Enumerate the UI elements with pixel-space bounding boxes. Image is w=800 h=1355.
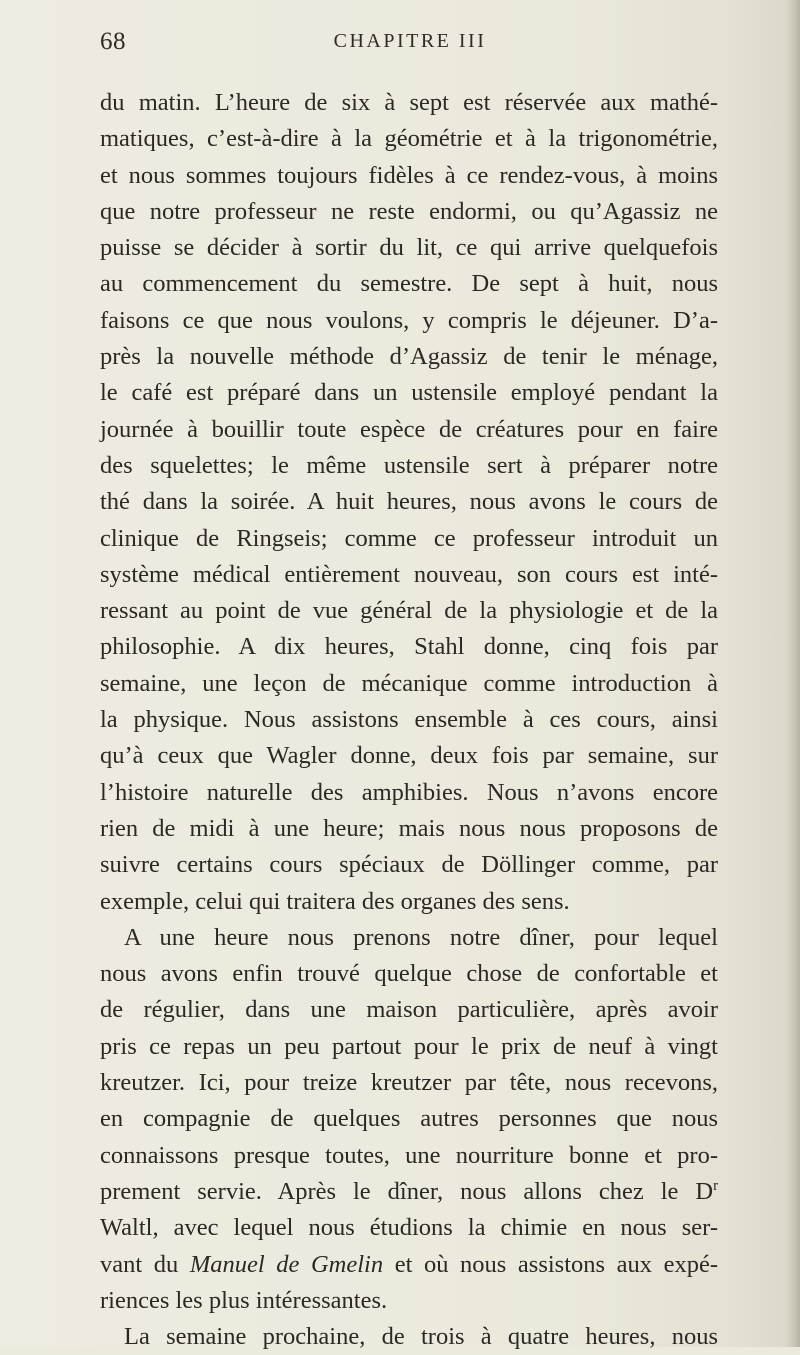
- text-line: matiques, c’est-à-dire à la géométrie et à la trigonométrie,: [100, 125, 718, 153]
- text-line: thé dans la soirée. A huit heures, nous avons le cours de: [100, 488, 718, 516]
- text-line: au commencement du semestre. De sept à huit, nous: [100, 270, 718, 298]
- text-line: nous avons enfin trouvé quelque chose de confortable et: [100, 960, 718, 988]
- text-line-with-title: [100, 1247, 718, 1283]
- line-text: et où nous assistons aux expé-: [383, 1250, 719, 1278]
- superscript: r: [713, 1177, 718, 1194]
- text-line: pris ce repas un peu partout pour le prix de neuf à vingt: [100, 1032, 718, 1060]
- line-text: vant du: [100, 1250, 190, 1278]
- book-title: Manuel de Gmelin: [189, 1250, 384, 1278]
- text-line: clinique de Ringseis; comme ce professeur introduit un: [100, 524, 718, 552]
- text-line-with-superscript: [100, 1174, 718, 1210]
- text-line: et nous sommes toujours fidèles à ce rendez-vous, à moins: [100, 161, 718, 189]
- text-line: semaine, une leçon de mécanique comme introduction à: [100, 669, 718, 697]
- text-line: la physique. Nous assistons ensemble à ces cours, ainsi: [100, 706, 718, 734]
- running-head: [100, 28, 720, 58]
- text-line: philosophie. A dix heures, Stahl donne, cinq fois par: [100, 633, 718, 661]
- text-line: A une heure nous prenons notre dîner, pour lequel: [124, 923, 718, 951]
- chapter-title: CHAPITRE III: [333, 30, 487, 52]
- text-line: que notre professeur ne reste endormi, ou qu’Agassiz ne: [100, 197, 718, 225]
- text-line: connaissons presque toutes, une nourriture bonne et pro-: [100, 1141, 718, 1169]
- text-line: système médical entièrement nouveau, son cours est inté-: [100, 560, 718, 588]
- text-line: qu’à ceux que Wagler donne, deux fois par semaine, sur: [100, 742, 718, 770]
- body-text: [100, 85, 718, 1355]
- text-line: riences les plus intéressantes.: [100, 1286, 388, 1314]
- text-line: des squelettes; le même ustensile sert à préparer notre: [100, 451, 718, 479]
- text-line: le café est préparé dans un ustensile employé pendant la: [100, 379, 718, 407]
- text-line: kreutzer. Ici, pour treize kreutzer par tête, nous recevons,: [100, 1069, 718, 1097]
- text-line: exemple, celui qui traitera des organes des sens.: [100, 887, 570, 915]
- text-line: faisons ce que nous voulons, y compris le déjeuner. D’a-: [100, 306, 718, 334]
- text-line: suivre certains cours spéciaux de Döllinger comme, par: [100, 851, 718, 879]
- text-line: puisse se décider à sortir du lit, ce qui arrive quelquefois: [100, 234, 718, 262]
- page-edge-shadow: [786, 0, 800, 1347]
- text-line: en compagnie de quelques autres personnes que nous: [100, 1105, 718, 1133]
- text-line: près la nouvelle méthode d’Agassiz de tenir le ménage,: [100, 343, 718, 371]
- page-number: 68: [100, 28, 126, 55]
- text-line: rien de midi à une heure; mais nous nous proposons de: [100, 814, 718, 842]
- text-line: La semaine prochaine, de trois à quatre heures, nous: [124, 1323, 718, 1351]
- text-line: journée à bouillir toute espèce de créatures pour en faire: [100, 415, 718, 443]
- line-text: prement servie. Après le dîner, nous allons chez le D: [100, 1177, 714, 1205]
- text-line: Waltl, avec lequel nous étudions la chimie en nous ser-: [100, 1214, 718, 1242]
- text-line: du matin. L’heure de six à sept est réservée aux mathé-: [100, 89, 718, 116]
- text-line: de régulier, dans une maison particulière, après avoir: [100, 996, 718, 1024]
- text-line: l’histoire naturelle des amphibies. Nous n’avons encore: [100, 778, 718, 806]
- text-line: ressant au point de vue général de la physiologie et de la: [100, 597, 718, 625]
